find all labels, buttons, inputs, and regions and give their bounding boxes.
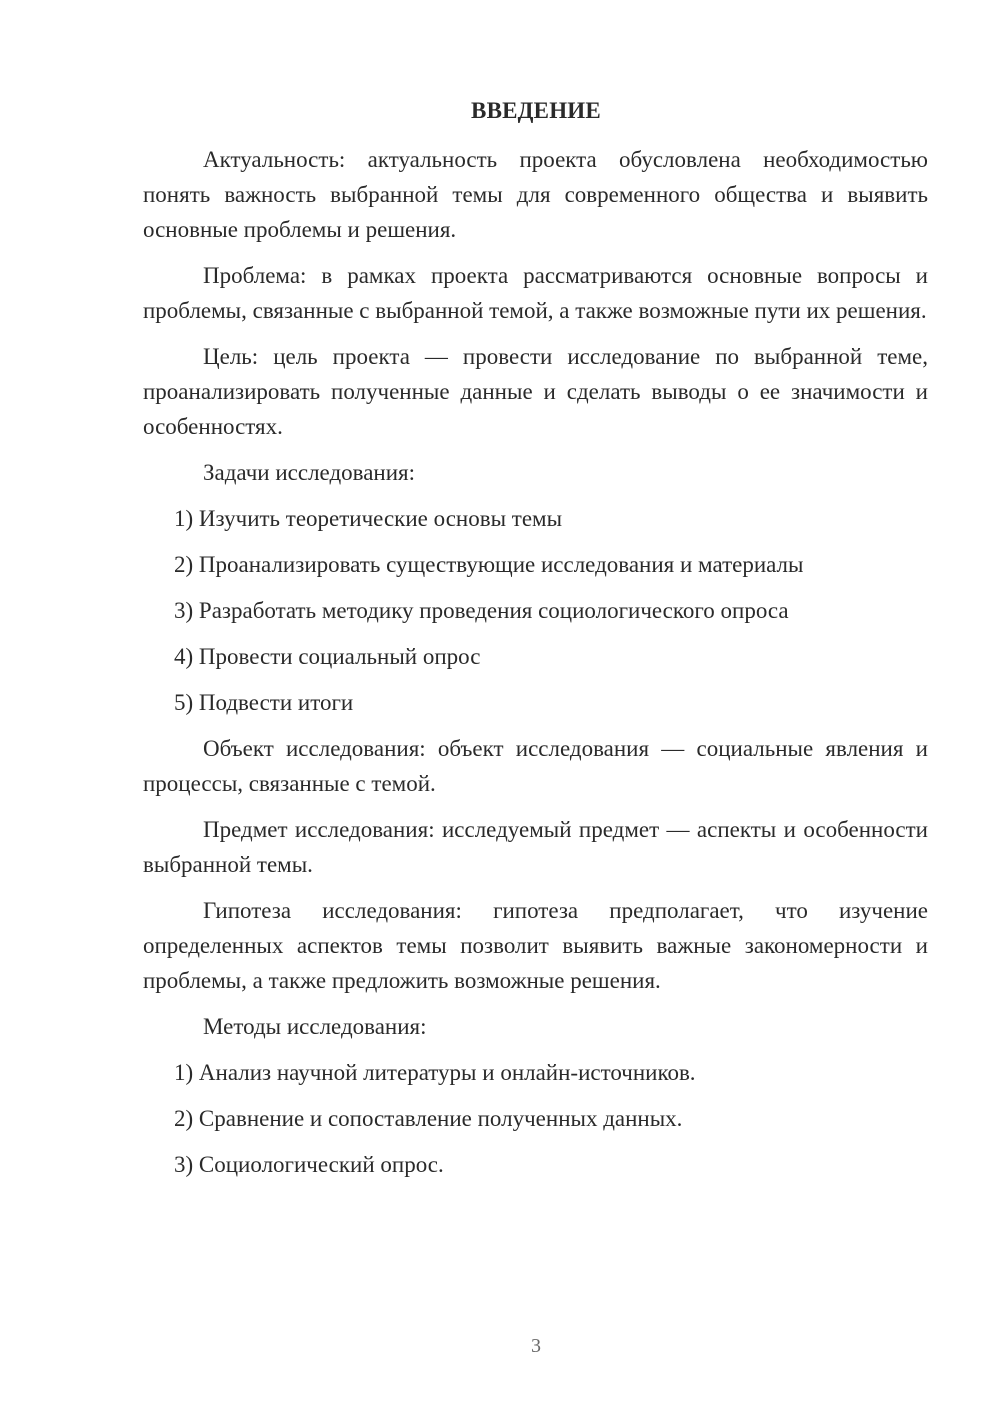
page-title: ВВЕДЕНИЕ bbox=[471, 98, 601, 123]
list-item: 5) Подвести итоги bbox=[174, 690, 354, 715]
page-number: 3 bbox=[531, 1335, 541, 1357]
list-item: 3) Разработать методику проведения социологического опроса bbox=[174, 598, 789, 623]
list-item: 2) Проанализировать существующие исследования и материалы bbox=[174, 552, 804, 577]
methods-label: Методы исследования: bbox=[203, 1014, 427, 1039]
goal-paragraph: Цель: цель проекта — провести исследование по выбранной теме, проанализировать полученные данные и сделать выводы о ее значимости и особенностях. bbox=[143, 344, 928, 439]
problem-paragraph: Проблема: в рамках проекта рассматриваются основные вопросы и проблемы, связанные с выбранной темой, а также возможные пути их решения. bbox=[143, 263, 928, 323]
object-paragraph: Объект исследования: объект исследования — социальные явления и процессы, связанные с темой. bbox=[143, 736, 928, 796]
subject-paragraph: Предмет исследования: исследуемый предмет — аспекты и особенности выбранной темы. bbox=[143, 817, 928, 877]
body-text bbox=[143, 142, 928, 1193]
tasks-list bbox=[143, 501, 928, 720]
tasks-label: Задачи исследования: bbox=[203, 460, 416, 485]
list-item: 2) Сравнение и сопоставление полученных данных. bbox=[174, 1106, 683, 1131]
relevance-paragraph: Актуальность: актуальность проекта обусловлена необходимостью понять важность выбранной темы для современного общества и выявить основные проблемы и решения. bbox=[143, 147, 928, 242]
hypothesis-paragraph: Гипотеза исследования: гипотеза предполагает, что изучение определенных аспектов темы позволит выявить важные закономерности и проблемы, а также предложить возможные решения. bbox=[143, 898, 928, 993]
list-item: 3) Социологический опрос. bbox=[174, 1152, 444, 1177]
methods-list bbox=[143, 1055, 928, 1182]
list-item: 1) Анализ научной литературы и онлайн-источников. bbox=[174, 1060, 696, 1085]
list-item: 4) Провести социальный опрос bbox=[174, 644, 481, 669]
list-item: 1) Изучить теоретические основы темы bbox=[174, 506, 563, 531]
